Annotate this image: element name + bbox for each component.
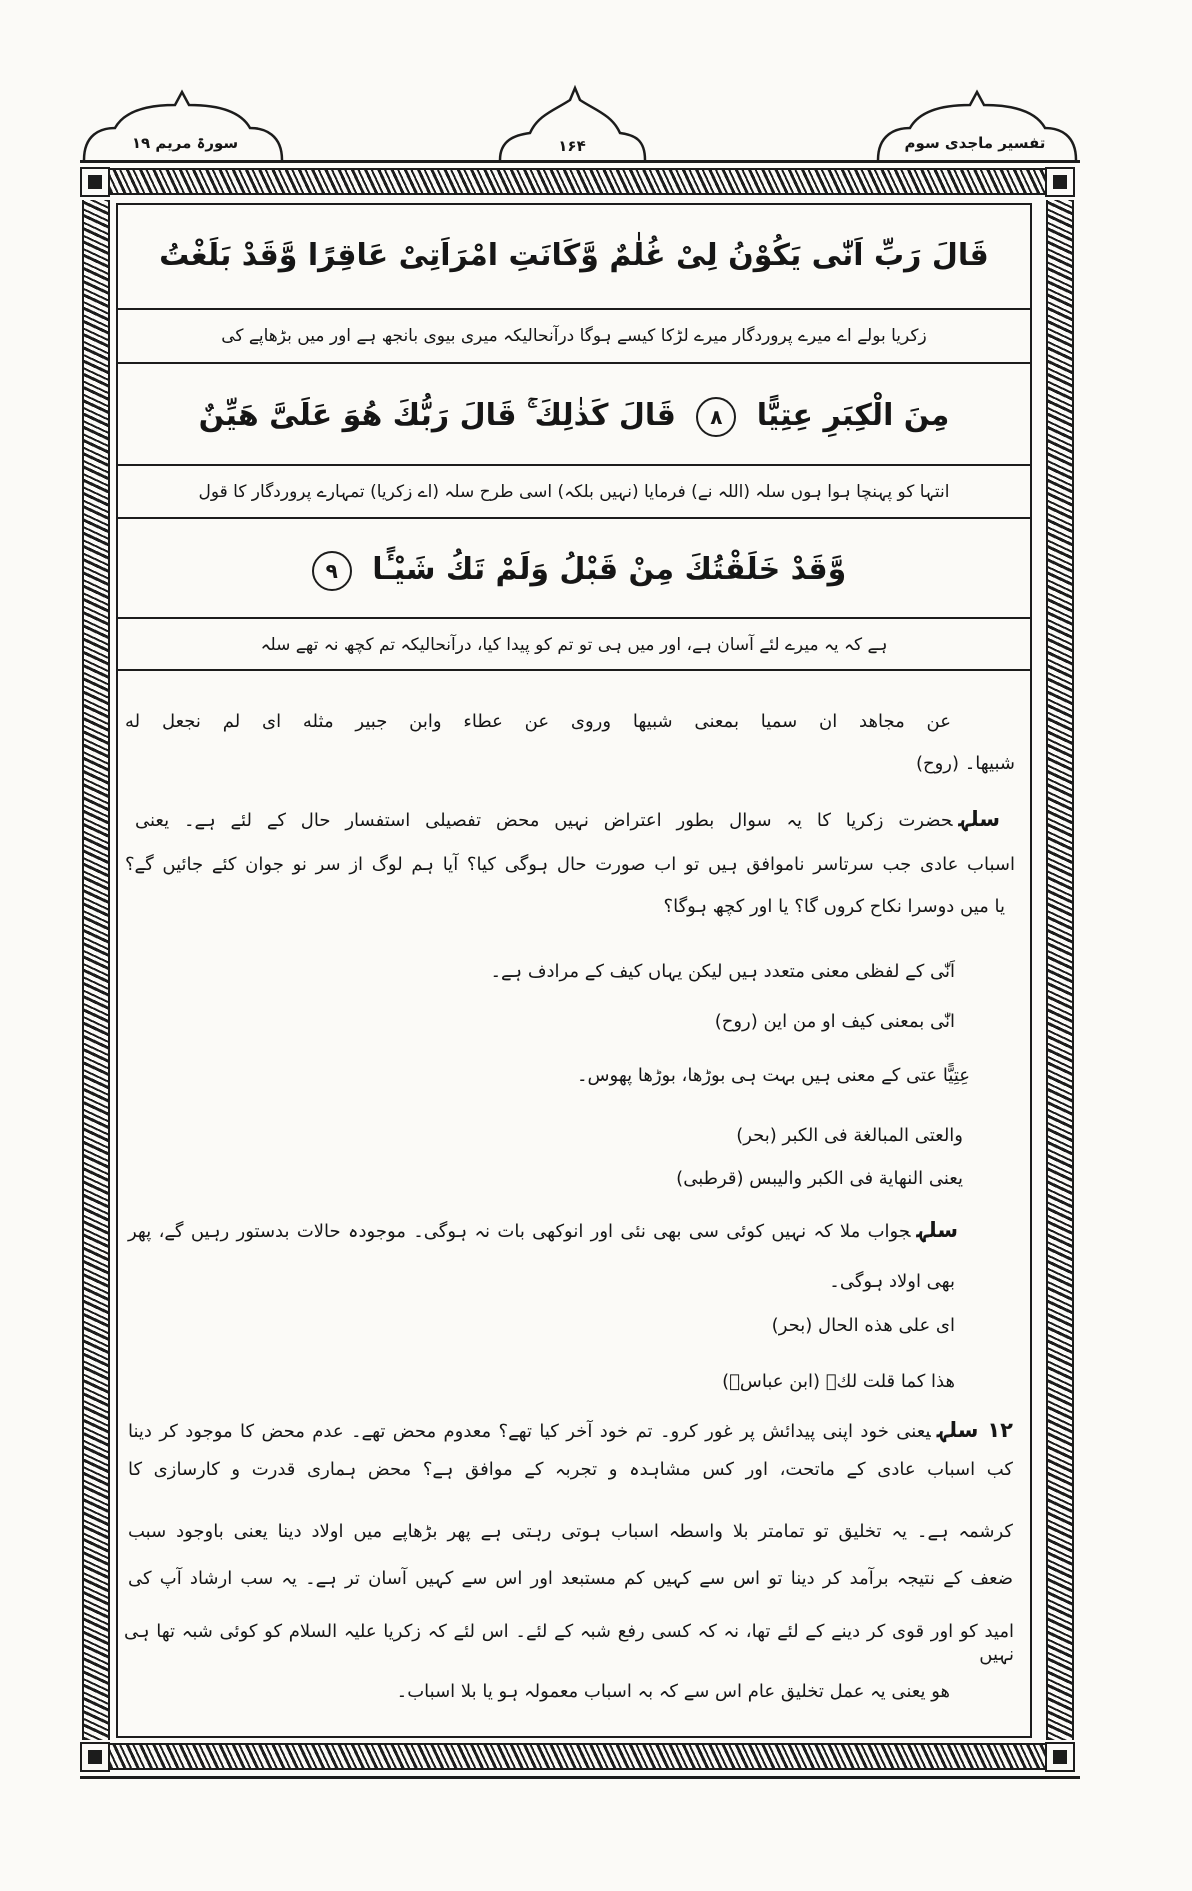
commentary-line (128, 1217, 958, 1244)
verse-urdu-line-3: ہے کہ یہ میرے لئے آسان ہے، اور میں ہی تو تم کو پیدا کیا، درآنحالیکہ تم کچھ نہ تھے سلہ (260, 635, 888, 655)
page-number: ۱۶۴ (558, 137, 586, 155)
commentary-line: بھی اولاد ہوگی۔ (829, 1271, 955, 1292)
divider (116, 669, 1032, 671)
commentary-line: ھو یعنی یہ عمل تخلیق عام اس سے کہ بہ اسباب معمولہ ہو یا بلا اسباب۔ (396, 1681, 950, 1702)
bottom-rule (80, 1776, 1080, 1779)
top-rule (80, 160, 1080, 163)
verse-arabic-part: مِنَ الْكِبَرِ عِتِيًّا (756, 398, 950, 433)
footnote-marker: ۱۲ سلہ (936, 1418, 1013, 1442)
commentary-line (135, 806, 1000, 833)
commentary-line: يعنى النهاية فى الكبر واليبس (قرطبى) (676, 1168, 963, 1189)
commentary-line: عِتِيًّا عتی کے معنی ہیں بہت ہی بوڑھا، بوڑھا پھوس۔ (577, 1065, 970, 1086)
corner-ornament (1045, 167, 1075, 197)
corner-ornament (80, 167, 110, 197)
commentary-line: انّٰى بمعنى كيف او من اين (روح) (714, 1011, 955, 1032)
corner-ornament (1045, 1742, 1075, 1772)
commentary-text: جواب ملا کہ نہیں کوئی سی بھی نئی اور انوکھی بات نہ ہوگی۔ موجودہ حالات بدستور رہیں گے، پھر (128, 1221, 911, 1242)
divider (116, 308, 1032, 310)
ayah-number-marker: ٩ (312, 551, 352, 591)
footnote-marker: سلہ (958, 807, 1000, 831)
left-cable-border (82, 200, 110, 1740)
verse-arabic-line-3 (122, 550, 1026, 591)
footnote-marker: سلہ (916, 1218, 958, 1242)
ayah-number-marker: ٨ (696, 397, 736, 437)
divider (116, 362, 1032, 364)
bottom-cable-border (110, 1743, 1045, 1770)
verse-urdu-line-1: زکریا بولے اے میرے پروردگار میرے لڑکا کیسے ہوگا درآنحالیکہ میری بیوی بانجھ ہے اور میں بڑھاپے کی (221, 326, 927, 346)
commentary-line: هذا كما قلت لك۔ (ابن عباسؓ) (722, 1371, 955, 1392)
commentary-line: ضعف کے نتیجہ برآمد کر دینا تو اس سے کہیں کم مستبعد اور اس سے کہیں آسان تر ہے۔ یہ سب ارشاد آپ کی (128, 1568, 1013, 1589)
commentary-line: شبيها۔ (روح) (915, 753, 1015, 774)
surah-label: سورۃ مریم ۱۹ (131, 134, 239, 152)
verse-urdu-line-2: انتہا کو پہنچا ہوا ہوں سلہ (اللہ نے) فرمایا (نہیں بلکہ) اسی طرح سلہ (اے زکریا) تمہارے پروردگار کا قول (198, 482, 950, 502)
corner-ornament (80, 1742, 110, 1772)
divider (116, 464, 1032, 466)
divider (116, 517, 1032, 519)
commentary-text: یعنی خود اپنی پیدائش پر غور کرو۔ تم خود آخر کیا تھے؟ معدوم محض تھے۔ عدم محض کا موجود کر دینا (128, 1421, 931, 1442)
commentary-line: کب اسباب عادی کے ماتحت، اور کس مشاہدہ و تجربہ کے موافق ہے؟ محض ہماری قدرت و کارسازی کا (128, 1459, 1013, 1480)
commentary-line: والعتى المبالغة فى الكبر (بحر) (736, 1125, 963, 1146)
commentary-line: اى على هذه الحال (بحر) (771, 1315, 955, 1336)
commentary-line: امید کو اور قوی کر دینے کے لئے تھا، نہ کہ کسی رفع شبہ کے لئے۔ اس لئے کہ زکریا علیہ السلام کو کوئی شبہ تھا ہی نہیں (124, 1621, 1014, 1666)
verse-arabic-line-1: قَالَ رَبِّ اَنّٰى يَكُوْنُ لِىْ غُلٰمٌ وَّكَانَتِ امْرَاَتِىْ عَاقِرًا وَّقَدْ بَلَغْتُ (159, 238, 989, 273)
commentary-line: یا میں دوسرا نکاح کروں گا؟ یا اور کچھ ہوگا؟ (663, 896, 1005, 917)
book-label: تفسیر ماجدی سوم (904, 134, 1046, 152)
verse-arabic-line-2 (122, 396, 1026, 437)
top-cable-border (110, 168, 1045, 195)
commentary-line: عن مجاهد ان سميا بمعنى شبيها وروى عن عطاء وابن جبير مثله اى لم نجعل له (125, 711, 951, 732)
commentary-text: حضرت زکریا کا یہ سوال بطور اعتراض نہیں محض تفصیلی استفسار حال کے لئے ہے۔ یعنی (135, 810, 953, 831)
right-cable-border (1046, 200, 1074, 1740)
commentary-line (128, 1417, 1013, 1444)
commentary-line: اسباب عادی جب سرتاسر ناموافق ہیں تو اب صورت حال ہوگی کیا؟ آیا ہم لوگ از سر نو جوان کئے جائیں گے؟ (125, 854, 1015, 875)
commentary-line: کرشمہ ہے۔ یہ تخلیق تو تمامتر بلا واسطہ اسباب ہوتی رہتی ہے پھر بڑھاپے میں اولاد دینا یعنی باوجود سبب (128, 1521, 1013, 1542)
divider (116, 617, 1032, 619)
verse-arabic-part: وَّقَدْ خَلَقْتُكَ مِنْ قَبْلُ وَلَمْ تَكُ شَيْـًٔا (372, 552, 847, 587)
verse-arabic-part: قَالَ كَذٰلِكَ ۚ قَالَ رَبُّكَ هُوَ عَلَىَّ هَيِّنٌ (198, 398, 676, 433)
commentary-line: اَنّٰى کے لفظی معنی متعدد ہیں لیکن یہاں کیف کے مرادف ہے۔ (490, 961, 955, 982)
